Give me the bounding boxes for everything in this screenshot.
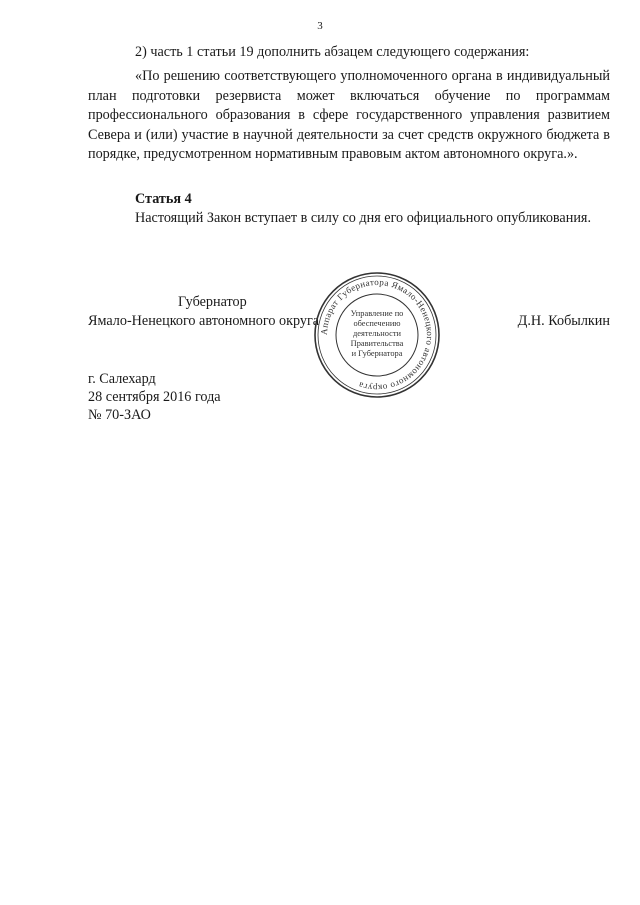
article-4-body: [88, 209, 610, 229]
article-4-text: Настоящий Закон вступает в силу со дня его официального опубликования.: [135, 210, 591, 226]
amendment-item-2: [88, 43, 610, 63]
page-number: 3: [317, 20, 323, 32]
amendment-item-2-text: 2) часть 1 статьи 19 дополнить абзацем следующего содержания:: [135, 44, 530, 60]
seal-center-line-3: деятельности: [353, 329, 401, 338]
seal-center-line-4: Правительства: [350, 339, 404, 348]
signatory-name: Д.Н. Кобылкин: [517, 313, 610, 329]
place-of-signing: г. Салехард: [88, 371, 156, 387]
seal-center-line-1: Управление по: [350, 309, 404, 318]
place-date-block: [88, 370, 221, 424]
law-number: № 70-ЗАО: [88, 407, 151, 423]
amendment-quote: [88, 67, 610, 165]
seal-graphic: [312, 270, 442, 400]
signatory-region: Ямало-Ненецкого автономного округа: [88, 313, 320, 329]
amendment-quote-text: «По решению соответствующего уполномоченного органа в индивидуальный план подготовки резервиста может включаться обучение по программам профессионального образования в сфере государственного управления развитием Севера и (или) участие в научной деятельности за счет средств окружного бюджета в порядке, предусмотренном нормативным правовым актом автономного округа.».: [88, 68, 610, 162]
seal-center-line-2: обеспечению: [353, 319, 401, 328]
signing-date: 28 сентября 2016 года: [88, 389, 221, 405]
article-4-heading: Статья 4: [135, 191, 192, 207]
seal-ring-text: Аппарат Губернатора Ямало-Ненецкого автономного округа: [318, 276, 436, 394]
official-seal: [312, 270, 442, 400]
signatory-title: Губернатор: [178, 294, 247, 310]
seal-center-line-5: и Губернатора: [351, 349, 403, 358]
